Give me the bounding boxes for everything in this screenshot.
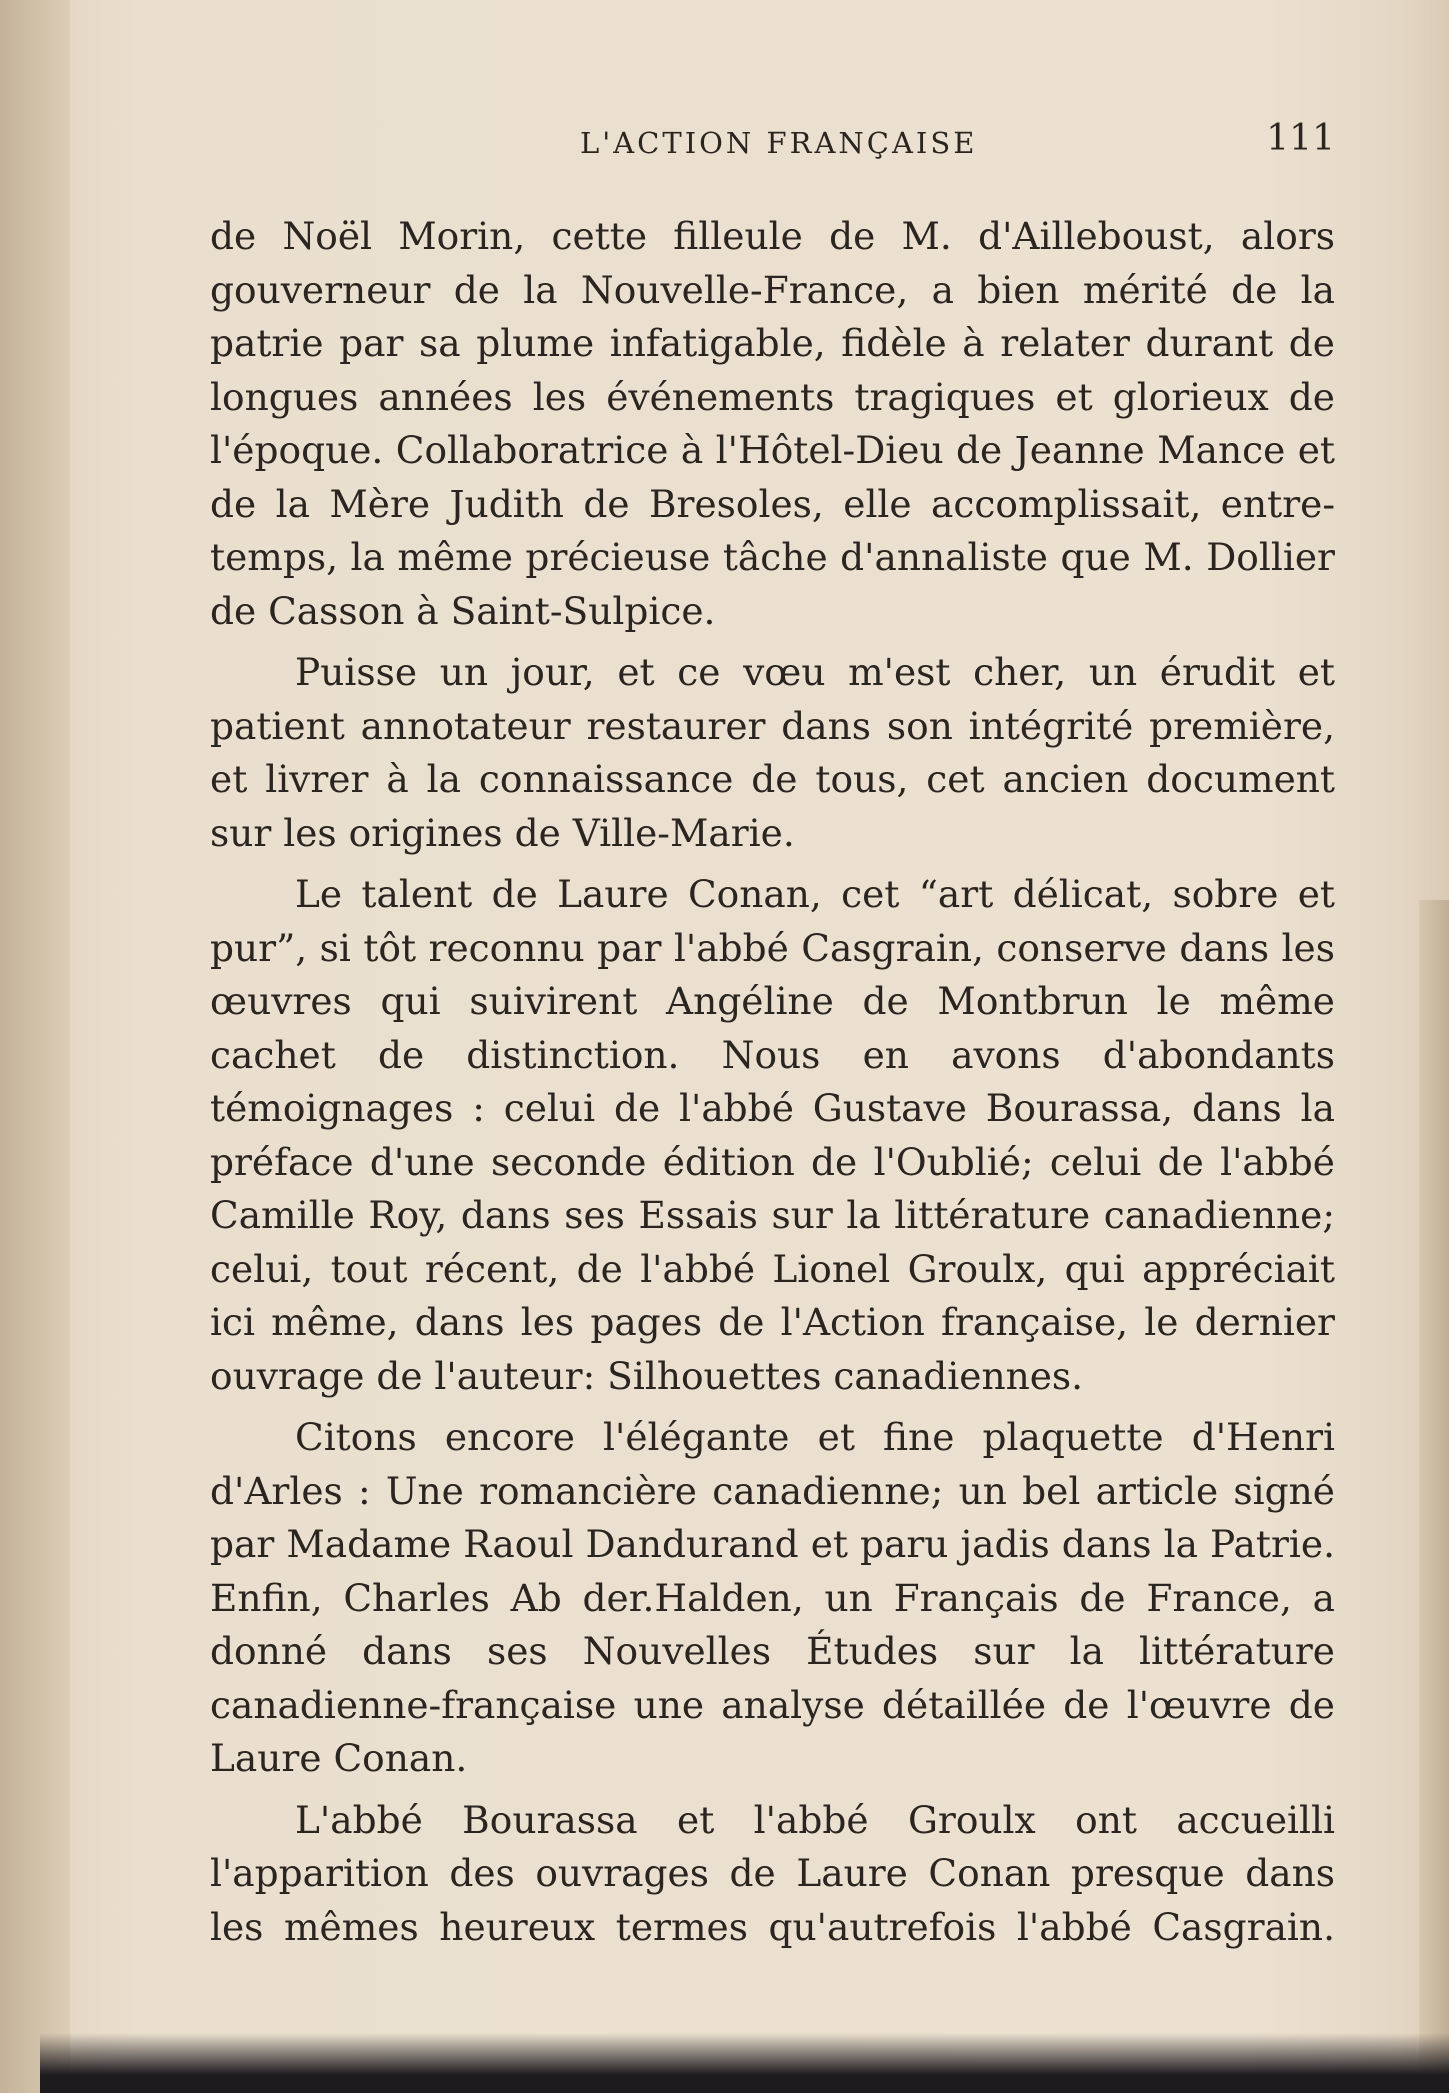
paragraph-5: L'abbé Bourassa et l'abbé Groulx ont accueilli l'apparition des ouvrages de Laure Conan presque dans les mêmes heureux termes qu'autrefois l'abbé Casgrain. [210,1797,1335,1949]
paragraph-3: Le talent de Laure Conan, cet “art délicat, sobre et pur”, si tôt reconnu par l'abbé Casgrain, conserve dans les œuvres qui suivirent Angéline de Montbrun le même cachet de distinction. Nous en avons d'abondants témoignages : celui de l'abbé Gustave Bourassa, dans la préface d'une seconde édition de l'Oublié; celui de l'abbé Camille Roy, dans ses Essais sur la littérature canadienne; celui, tout récent, de l'abbé Lionel Groulx, qui appréciait ici même, dans les pages de l'Action française, le dernier ouvrage de l'auteur: Silhouettes canadiennes. [210,872,1335,1398]
page-gutter [0,0,70,2093]
page-number: 111 [1266,118,1335,159]
running-header [210,118,1335,178]
running-title: L'ACTION FRANÇAISE [580,126,978,160]
page-edge [1419,900,1449,2093]
paragraph-2: Puisse un jour, et ce vœu m'est cher, un érudit et patient annotateur restaurer dans son intégrité première, et livrer à la connaissance de tous, cet ancien document sur les origines de Ville-Marie. [210,650,1335,855]
page-bottom-shadow [40,2033,1449,2093]
body-text [210,210,1335,1962]
paragraph-4: Citons encore l'élégante et fine plaquette d'Henri d'Arles : Une romancière canadienne; un bel article signé par Madame Raoul Dandurand et paru jadis dans la Patrie. Enfin, Charles Ab der.Halden, un Français de France, a donné dans ses Nouvelles Études sur la littérature canadienne-française une analyse détaillée de l'œuvre de Laure Conan. [210,1415,1335,1780]
paragraph-1: de Noël Morin, cette filleule de M. d'Ailleboust, alors gouverneur de la Nouvelle-France, a bien mérité de la patrie par sa plume infatigable, fidèle à relater durant de longues années les événements tragiques et glorieux de l'époque. Collaboratrice à l'Hôtel-Dieu de Jeanne Mance et de la Mère Judith de Bresoles, elle accomplissait, entre-temps, la même précieuse tâche d'annaliste que M. Dollier de Casson à Saint-Sulpice. [210,214,1335,633]
